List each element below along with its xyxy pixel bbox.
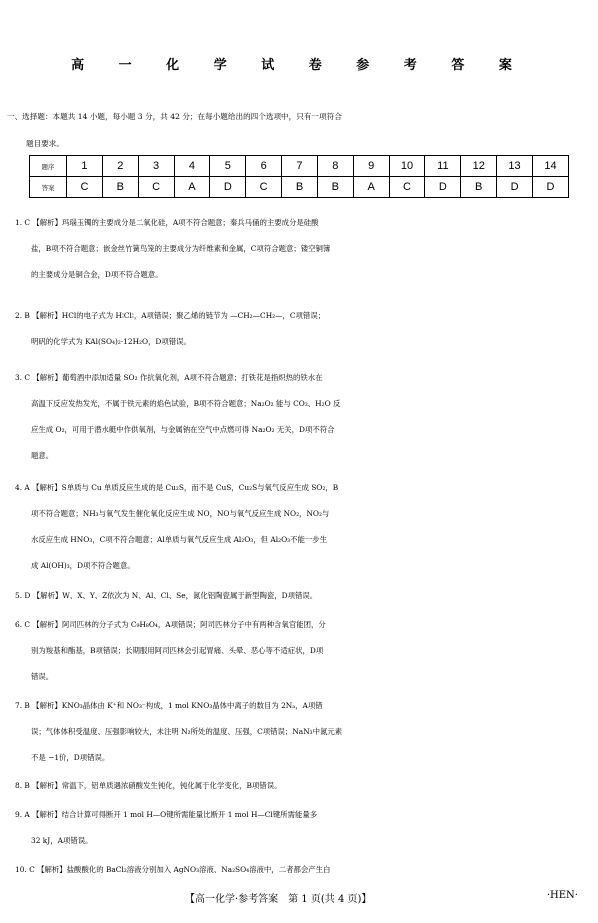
- answer-cell: C: [138, 177, 174, 198]
- answer-cell: D: [532, 177, 568, 198]
- answer-cell: B: [461, 177, 497, 198]
- section-instruction-line-1: 一、选择题：本题共 14 小题，每小题 3 分，共 42 分；在每小题给出的四个选项中，只有一项符合: [7, 112, 342, 121]
- question-number: 9: [353, 156, 389, 177]
- explanation-line: 题意。: [31, 451, 54, 460]
- explanation-line: 应生成 O₂，可用于潜水艇中作供氧剂，与金属钠在空气中点燃可得 Na₂O₂ 无关，D项不符合: [31, 425, 335, 434]
- question-number: 4: [174, 156, 210, 177]
- section-heading: [7, 103, 587, 157]
- explanation-line: 水反应生成 HNO₃，C项不符合题意；Al单质与氧气反应生成 Al₂O₃，但 Al₂O₃不能一步生: [31, 535, 328, 544]
- explanation-line: 6. C 【解析】阿司匹林的分子式为 C₉H₈O₄，A项错误；阿司匹林分子中有两种含氧官能团，分: [15, 620, 326, 629]
- explanation-line: 5. D 【解析】W、X、Y、Z依次为 N、Al、Cl、Se，氮化铝陶瓷属于新型陶瓷，D项错误。: [15, 591, 318, 600]
- answer-cell: A: [174, 177, 210, 198]
- explanation-line: 高温下反应发热发光，不属于铁元素的焰色试验，B项不符合题意；Na₂O₂ 能与 CO₂、H₂O 反: [31, 399, 341, 408]
- explanation-item-1: [15, 210, 580, 288]
- answer-cell: B: [102, 177, 138, 198]
- section-instruction-line-2: 题目要求。: [26, 139, 64, 148]
- explanation-line: 32 kJ，A项错误。: [31, 836, 93, 845]
- answer-cell: C: [246, 177, 282, 198]
- explanation-line: 3. C 【解析】葡萄酒中添加适量 SO₂ 作抗氧化剂，A项不符合题意；打铁花是指炽热的铁水在: [15, 373, 323, 382]
- answer-cell: B: [317, 177, 353, 198]
- explanation-line: 2. B 【解析】HCl的电子式为 H∶Cl∶，A项错误；聚乙烯的链节为 —CH₂—CH₂—，C项错误；: [15, 311, 326, 320]
- row-header-answer: 答案: [30, 177, 67, 198]
- answer-row: [30, 177, 569, 198]
- page-title: 高 一 化 学 试 卷 参 考 答 案: [71, 58, 527, 73]
- question-number: 3: [138, 156, 174, 177]
- explanation-line: 不是 −1价，D项错误。: [31, 753, 110, 762]
- explanation-item-4: [15, 475, 580, 579]
- answer-cell: D: [210, 177, 246, 198]
- answer-cell: C: [389, 177, 425, 198]
- question-number: 11: [425, 156, 461, 177]
- explanation-item-3: [15, 365, 580, 469]
- footer-page-info: 【高一化学·参考答案 第 1 页(共 4 页)】: [185, 894, 372, 905]
- question-number: 5: [210, 156, 246, 177]
- footer-code: ·HEN·: [546, 890, 578, 901]
- explanation-line: 10. C 【解析】盐酸酸化的 BaCl₂溶液分别加入 AgNO₃溶液、Na₂SO₄溶液中，二者都会产生白: [15, 865, 331, 874]
- row-header-question: 题序: [30, 156, 67, 177]
- explanation-line: 明矾的化学式为 KAl(SO₄)₂·12H₂O，D项错误。: [31, 337, 191, 346]
- explanation-item-5: [15, 583, 580, 609]
- answer-cell: D: [425, 177, 461, 198]
- question-number: 1: [67, 156, 103, 177]
- explanation-line: 的主要成分是铜合金，D项不符合题意。: [31, 270, 163, 279]
- question-number: 14: [532, 156, 568, 177]
- question-number: 10: [389, 156, 425, 177]
- answer-table: [29, 155, 569, 198]
- question-number: 6: [246, 156, 282, 177]
- answer-cell: A: [353, 177, 389, 198]
- question-number-row: [30, 156, 569, 177]
- question-number: 12: [461, 156, 497, 177]
- question-number: 13: [497, 156, 533, 177]
- explanation-line: 项不符合题意；NH₃与氧气发生催化氧化反应生成 NO，NO与氧气反应生成 NO₂，NO₂与: [31, 509, 330, 518]
- answer-cell: B: [282, 177, 318, 198]
- explanation-line: 成 Al(OH)₃，D项不符合题意。: [31, 561, 135, 570]
- answer-cell: C: [67, 177, 103, 198]
- explanation-line: 别为羧基和酯基，B项错误；长期服用阿司匹林会引起胃痛、头晕、恶心等不适症状，D项: [31, 646, 324, 655]
- explanation-line: 1. C 【解析】玛瑙玉镯的主要成分是二氧化硅，A项不符合题意；秦兵马俑的主要成分是硅酸: [15, 218, 319, 227]
- explanation-item-9: [15, 802, 580, 854]
- explanation-line: 7. B 【解析】KNO₃晶体由 K⁺和 NO₃⁻构成，1 mol KNO₃晶体中离子的数目为 2Nₐ，A项错: [15, 701, 323, 710]
- question-number: 7: [282, 156, 318, 177]
- explanation-line: 误；气体体积受温度、压强影响较大，未注明 N₂所处的温度、压强，C项错误；NaN₃中氮元素: [31, 727, 343, 736]
- explanation-item-10: [15, 857, 580, 883]
- explanation-item-6: [15, 612, 580, 690]
- explanation-item-2: [15, 303, 580, 355]
- question-number: 2: [102, 156, 138, 177]
- explanation-line: 盐，B项不符合题意；嵌金丝竹簧鸟笼的主要成分为纤维素和金属，C项符合题意；镂空铜簿: [31, 244, 331, 253]
- question-number: 8: [317, 156, 353, 177]
- explanation-line: 错误。: [31, 672, 54, 681]
- explanation-item-7: [15, 693, 580, 771]
- explanation-line: 4. A 【解析】S单质与 Cu 单质反应生成的是 Cu₂S，而不是 CuS，Cu₂S与氧气反应生成 SO₂，B: [15, 483, 339, 492]
- explanation-line: 8. B 【解析】常温下，铝单质遇浓硝酸发生钝化，钝化属于化学变化，B项错误。: [15, 781, 282, 790]
- answer-cell: D: [497, 177, 533, 198]
- explanation-line: 9. A 【解析】结合计算可得断开 1 mol H—O键所需能量比断开 1 mol H—Cl键所需能量多: [15, 810, 318, 819]
- explanation-item-8: [15, 773, 580, 799]
